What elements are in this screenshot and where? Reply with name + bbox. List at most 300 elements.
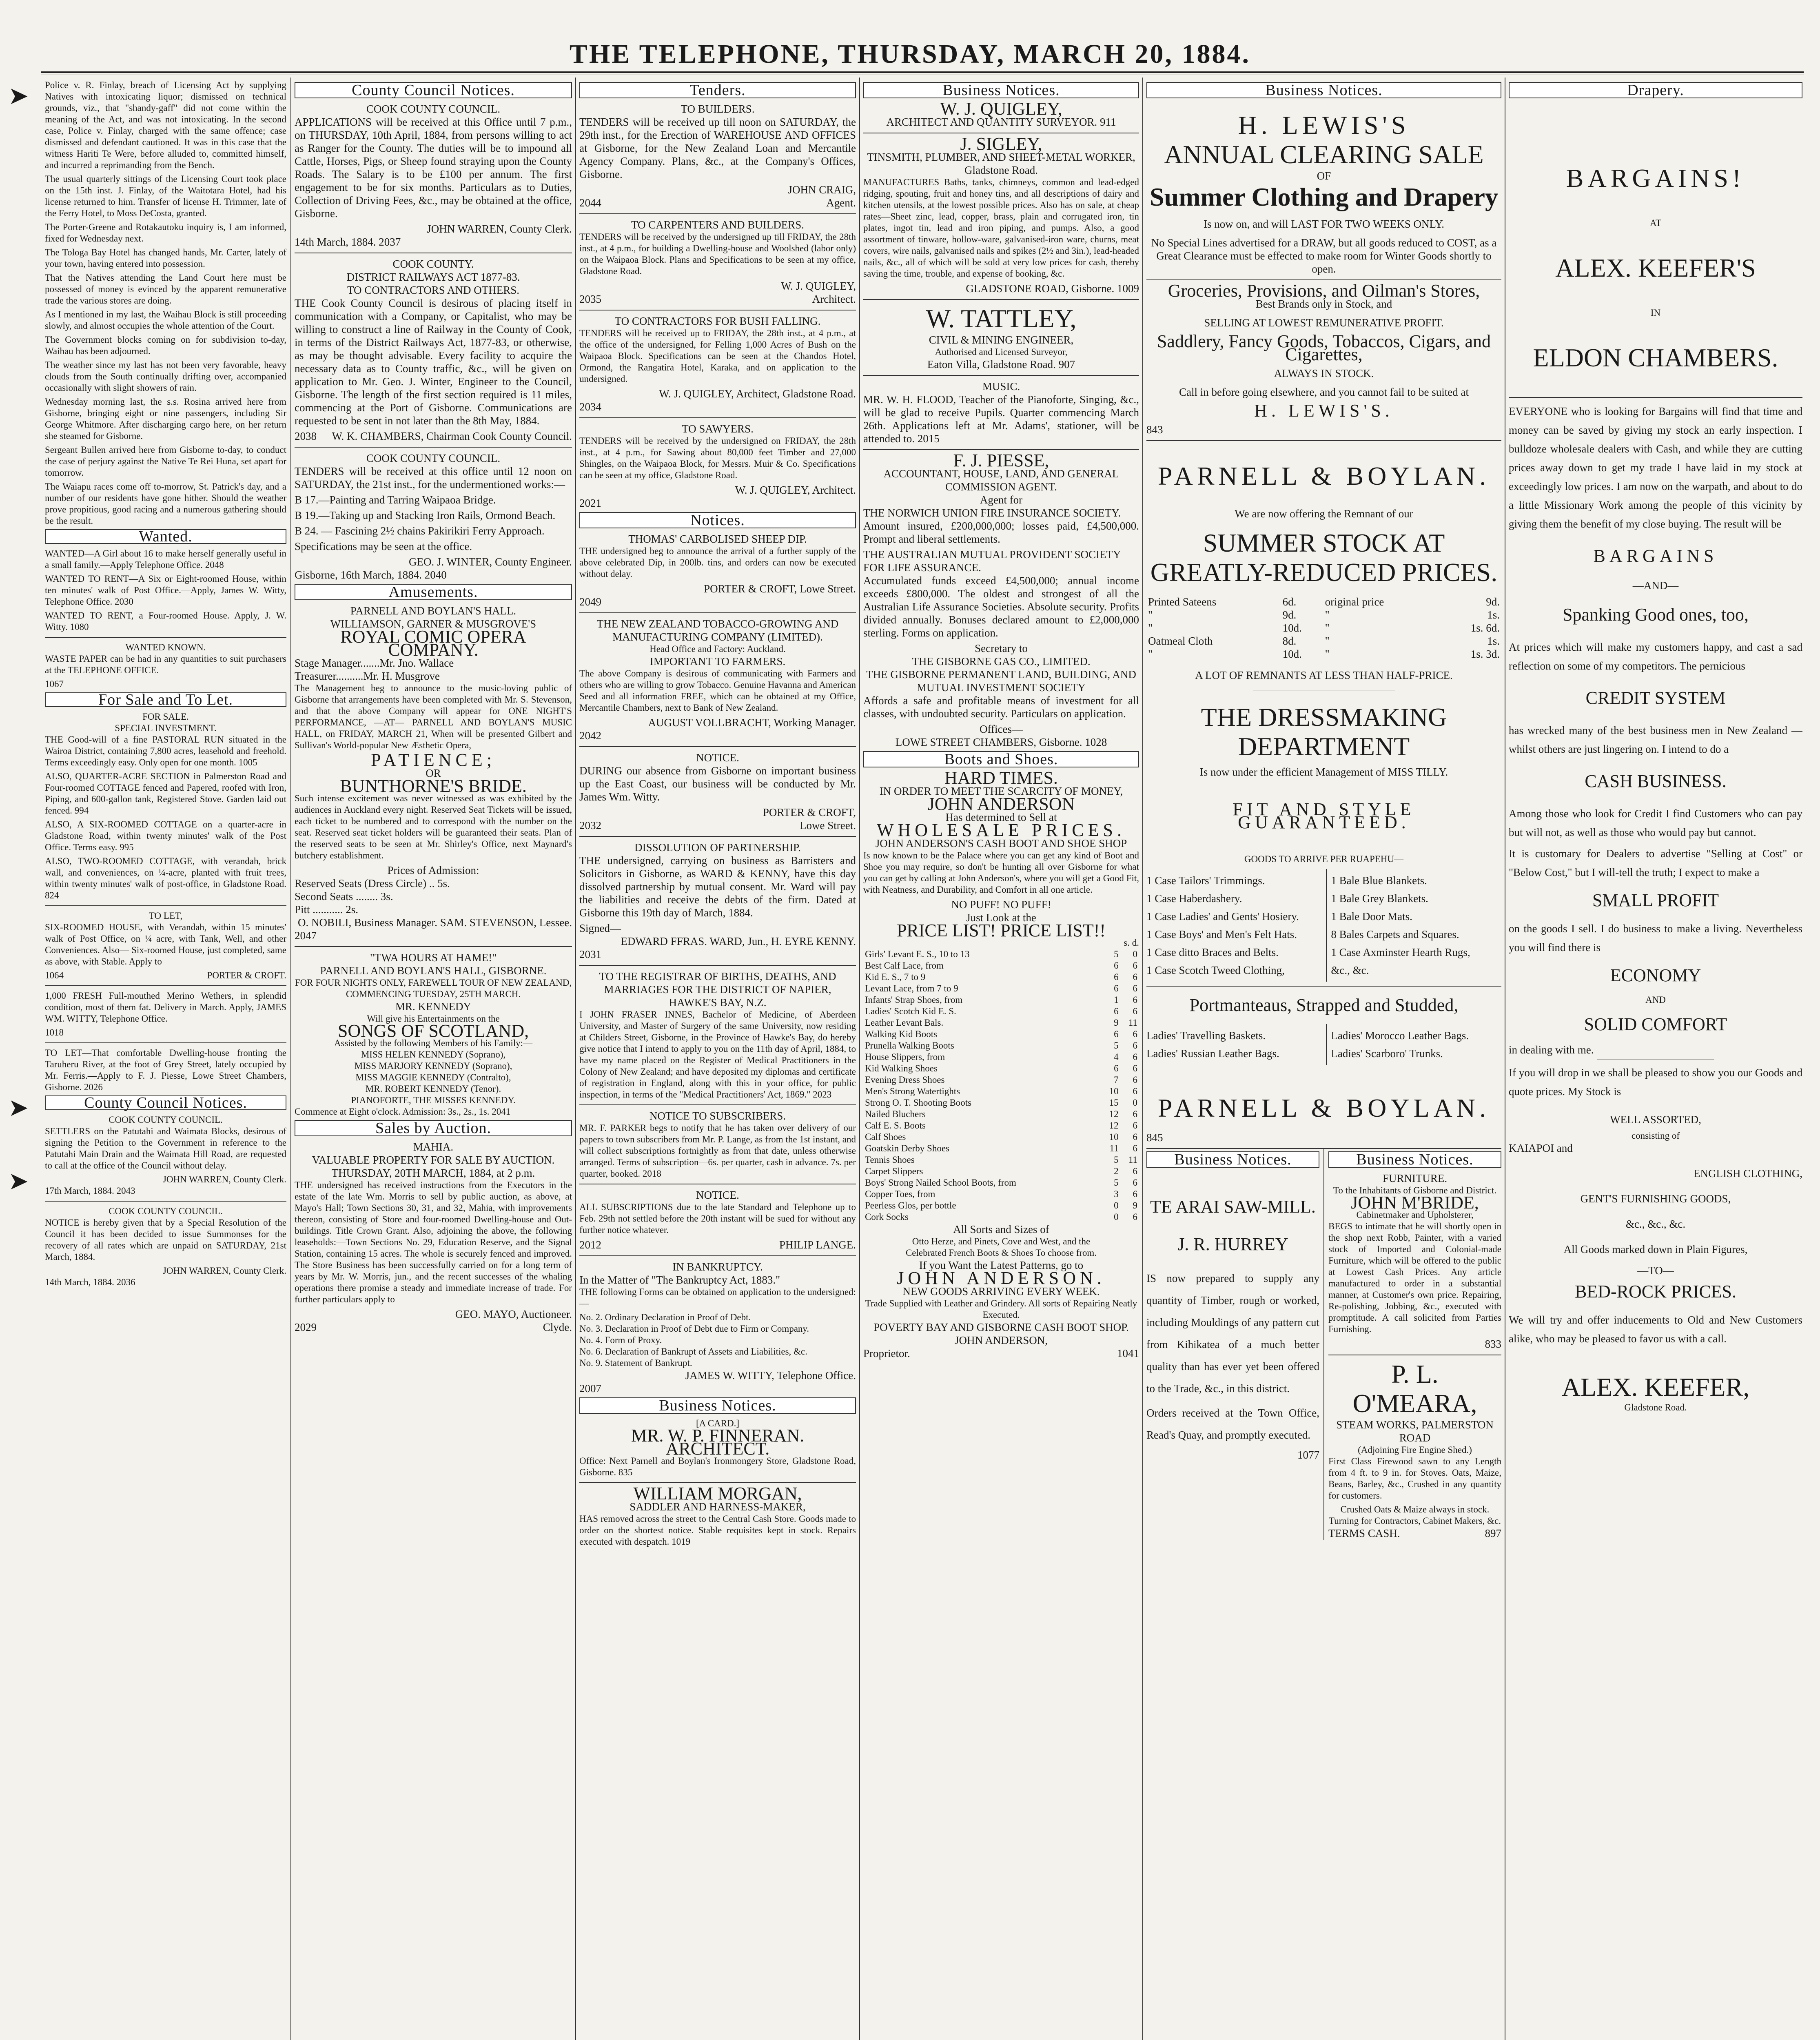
divider [45, 905, 286, 906]
business-line: Crushed Oats & Maize always in stock. [1340, 1504, 1490, 1514]
tender-foot [579, 196, 856, 209]
notice-heading: COOK COUNTY COUNCIL. [109, 1206, 223, 1216]
auction-foot [295, 1321, 572, 1334]
store-line: Saddlery, Fancy Goods, Tobaccos, Cigars, and Cigarettes, [1157, 331, 1491, 364]
price-item: House Slippers, from [865, 1052, 945, 1062]
waste-paper-ad: WASTE PAPER can be had in any quantities to suit purchasers at the TELEPHONE OFFICE. [45, 654, 286, 675]
notice-heading: COOK COUNTY COUNCIL. [366, 452, 501, 464]
price-row [863, 971, 1139, 983]
goods-item: 1 Bale Grey Blankets. [1331, 892, 1428, 905]
drapery-text: We will try and offer inducements to Old and New Customers alike, who may be pleased to favor us with a call. [1509, 1314, 1802, 1345]
column-2 [295, 80, 572, 2040]
section-header-notices: Notices. [579, 512, 856, 528]
price-pence: 6 [1133, 1132, 1137, 1142]
price-row [863, 1189, 1139, 1200]
ad-number: 897 [1485, 1527, 1501, 1539]
goods-item: 1 Bale Blue Blankets. [1331, 874, 1427, 887]
sawmill-notice [1146, 1149, 1324, 1540]
business-name: W. J. QUIGLEY, [940, 99, 1062, 119]
keefer-name: ALEX. KEEFER, [1561, 1373, 1750, 1401]
notice-sign-row [295, 430, 572, 443]
price-shillings: 0 [1114, 1212, 1119, 1222]
divider [863, 299, 1139, 300]
secretary-to: Secretary to [975, 642, 1028, 654]
price-list-title: PRICE LIST! PRICE LIST!! [896, 920, 1106, 940]
stock-item: Printed Sateens [1148, 596, 1217, 608]
price-shillings: 5 [1114, 1040, 1119, 1051]
price-row [863, 1120, 1139, 1131]
margin-arrow-icon: ➤ [8, 82, 29, 109]
furniture-notice [1324, 1149, 1501, 1540]
sale-item: ALSO, QUARTER-ACRE SECTION in Palmerston Road and Four-roomed COTTAGE fenced and Papered, roofed with Iron, Piping, and 600-gallon tank, Registered Stove. Garden laid out fenced. 994 [45, 771, 286, 816]
store-line: ALWAYS IN STOCK. [1274, 367, 1374, 379]
price-shillings: 2 [1114, 1166, 1119, 1176]
bag-item: Ladies' Morocco Leather Bags. [1331, 1029, 1469, 1042]
price-row [863, 1109, 1139, 1120]
agency-name: THE GISBORNE GAS CO., LIMITED. [912, 655, 1091, 667]
stock-headline: SUMMER STOCK AT GREATLY-REDUCED PRICES. [1150, 528, 1498, 587]
divider [45, 985, 286, 986]
price-pence: 6 [1133, 1006, 1137, 1016]
agency-name: THE NORWICH UNION FIRE INSURANCE SOCIETY. [863, 507, 1121, 519]
terms-cash: TERMS CASH. [1328, 1527, 1400, 1539]
treasurer: Treasurer..........Mr. H. Musgrove [295, 670, 440, 682]
business-name: W. TATTLEY, [926, 304, 1077, 333]
notice-signature: PHILIP LANGE. [779, 1239, 856, 1251]
agency-text: Amount insured, £200,000,000; losses paid, £4,500,000. Prompt and liberal settlements. [863, 520, 1139, 545]
business-trade: CIVIL & MINING ENGINEER, [929, 334, 1074, 346]
business-foot [1328, 1527, 1501, 1540]
price-shillings: 3 [1114, 1189, 1119, 1199]
margin-arrow-icon: ➤ [8, 1168, 29, 1195]
notice-text: SETTLERS on the Patutahi and Waimata Blocks, desirous of signing the Petition to the Government in reference to the Patutahi Main Drain and the Waimata Hill Road, are requested to call at the office of the Council without delay. [45, 1126, 286, 1171]
tender-heading: TO CONTRACTORS FOR BUSH FALLING. [614, 315, 821, 327]
column-5 [1146, 80, 1501, 2040]
venue-name: PARNELL AND BOYLAN'S HALL. [350, 605, 517, 617]
column-rule [1142, 78, 1143, 2040]
price-row [863, 1040, 1139, 1051]
drapery-text: in dealing with me. [1509, 1044, 1594, 1056]
notice-place: Lowe Street. [800, 819, 856, 832]
ad-number: 2032 [579, 819, 601, 832]
solid-comfort: SOLID COMFORT [1584, 1014, 1727, 1034]
business-name: F. J. PIESSE, [953, 450, 1049, 470]
department-title: THE DRESSMAKING DEPARTMENT [1201, 703, 1447, 761]
ad-number: 843 [1146, 424, 1163, 436]
drapery-text: has wrecked many of the best business men in New Zealand — whilst others are just lingering on. I intend to do a [1509, 724, 1802, 755]
goods-list-left [1146, 869, 1317, 982]
spanking-line: Spanking Good ones, too, [1563, 605, 1749, 625]
notice-heading: THE NEW ZEALAND TOBACCO-GROWING AND MANUFACTURING COMPANY (LIMITED). [596, 618, 839, 643]
ad-number: 845 [1146, 1131, 1163, 1144]
stock-original-label: " [1325, 635, 1330, 647]
news-paragraph: The Tologa Bay Hotel has changed hands, Mr. Carter, lately of your town, having entered into possession. [45, 247, 286, 269]
agency-name: THE AUSTRALIAN MUTUAL PROVIDENT SOCIETY FOR LIFE ASSURANCE. [863, 548, 1121, 574]
notice-text: APPLICATIONS will be received at this Office until 7 p.m., on THURSDAY, 10th April, 1884, from persons willing to act as Ranger for the County. The duties will be to impound all Cattle, Horses, Pigs, or Sheep found straying upon the County Roads. The Salary is to be £100 per annum. The first engagement to be for six months. Particulars as to Duties, Collection of Driving Fees, &c., may be obtained at the office, Gisborne. [295, 116, 572, 220]
stock-item: &c., &c., &c. [1625, 1218, 1686, 1230]
boots-text: All Sorts and Sizes of [953, 1223, 1049, 1235]
price-shillings: 15 [1109, 1098, 1119, 1108]
eldon-chambers: ELDON CHAMBERS. [1533, 343, 1778, 372]
notice-signed: Signed— [579, 922, 621, 934]
drapery-text: At prices which will make my customers happy, and cast a sad reflection on some of my competitors. The pernicious [1509, 641, 1802, 672]
notice-subheading: Head Office and Factory: Auckland. [650, 644, 786, 654]
news-paragraph: The Government blocks coming on for subdivision to-day, Waihau has been adjourned. [45, 335, 286, 356]
price-shillings: 6 [1114, 1006, 1119, 1016]
price-shillings: 6 [1114, 960, 1119, 971]
store-line: Groceries, Provisions, and Oilman's Stores, [1168, 281, 1480, 301]
price-shillings: 6 [1114, 1029, 1119, 1039]
notice-heading: NOTICE. [696, 752, 739, 764]
boots-text: Is now known to be the Palace where you can get any kind of Boot and Shoe you may require, so don't be hunting all over Gisborne for what you can get by calling at John Anderson's, where you will get a Good Fit, with Neatness, and Durability, and Comfort in all one article. [863, 850, 1139, 895]
divider [295, 447, 572, 448]
price-shillings: 10 [1109, 1132, 1119, 1142]
price-item: Peerless Glos, per bottle [865, 1200, 956, 1211]
stock-item: " [1148, 609, 1153, 621]
business-name: JOHN M'BRIDE, [1351, 1193, 1479, 1213]
news-paragraph: Sergeant Bullen arrived here from Gisborne to-day, to conduct the case of perjury against the Native Te Rei Huna, set apart for tomorrow. [45, 445, 286, 478]
show-title: "TWA HOURS AT HAME!" [370, 951, 497, 964]
bargains-at: AT [1649, 218, 1662, 228]
price-shillings: 7 [1114, 1075, 1119, 1085]
notice-text: THE following Forms can be obtained on application to the undersigned:— [579, 1287, 856, 1308]
drapery-text: If you will drop in we shall be pleased to show you our Goods and quote prices. My Stock is [1509, 1067, 1802, 1098]
business-trade: SADDLER AND HARNESS-MAKER, [630, 1501, 806, 1513]
price-shillings: 0 [1114, 1200, 1119, 1211]
price-item: Evening Dress Shoes [865, 1075, 945, 1085]
notice-text: The above Company is desirous of communicating with Farmers and others who are willing to grow Tobacco. Genuine Havanna and American Seed and all information FREE, which can be obtained at my Office, Mercantile Chambers, next to Bank of New Zealand. [579, 668, 856, 713]
amusement-signature: O. NOBILI, Business Manager. SAM. STEVENSON, Lessee. [298, 916, 572, 929]
notice-signature: PORTER & CROFT, Lowe Street. [704, 583, 856, 595]
credit-system: CREDIT SYSTEM [1585, 688, 1726, 708]
store-line: We are now offering the Remnant of our [1235, 508, 1413, 520]
sale-item: ALSO, TWO-ROOMED COTTAGE, with verandah, brick wall, and conveniences, on ¼-acre, planted with fruit trees, within twenty minutes' walk of post-office, in Gladstone Road. 824 [45, 856, 286, 900]
tender-signature: W. J. QUIGLEY, [781, 280, 856, 292]
sale-text: No Special Lines advertised for a DRAW, but all goods reduced to COST, as a Great Clearance must be effected to make room for Winter Goods shortly to open. [1151, 237, 1497, 275]
notice-text: THE undersigned beg to announce the arrival of a further supply of the above celebrated Dip, in 200lb. tins, and orders can now be executed without delay. [579, 546, 856, 579]
or-text: OR [426, 767, 441, 779]
price-shillings: 6 [1114, 983, 1119, 993]
divider [579, 965, 856, 966]
price-pence: 6 [1133, 1109, 1137, 1119]
notice-heading: COOK COUNTY. [392, 258, 474, 270]
fit-guaranteed: FIT AND STYLE GUARANTEED. [1233, 799, 1415, 832]
notice-heading: DISSOLUTION OF PARTNERSHIP. [634, 841, 801, 854]
for-sale-title: FOR SALE. [142, 712, 189, 722]
news-paragraph: The Porter-Greene and Rotakautoku inquiry is, I am informed, fixed for Wednesday next. [45, 222, 286, 244]
boots-text: Has determined to Sell at [945, 811, 1057, 823]
price-row [863, 1177, 1139, 1189]
auction-text: THE undersigned has received instructions from the Executors in the estate of the late Wm. Morris to sell by public auction, as above, at Mayo's Hall; Town Sections 30, 31, and 32, Mahia, with improvements thereon, consisting of Store and four-roomed Dwelling-house and Out-buildings. Title Crown Grant. Also, adjoining the above, the following leaseholds:—Town Sections No. 29, Education Reserve, and the Signal Station, containing 15 acres. The whole is securely fenced and improved. The Store Business has been successfully carried on for a long term of years by Mr. W. Morris, jun., and the recent successes of the whaling operations there promise a steady and immediate increase of trade. For further particulars apply to [295, 1180, 572, 1304]
news-paragraph: The usual quarterly sittings of the Licensing Court took place on the 15th inst. J. Finlay, of the Waitotara Hotel, had his license returned to him. Transfer of license H. Trimmer, late of the Ferry Hotel, to Moss DeCosta, granted. [45, 174, 286, 218]
performer-name: MR. KENNEDY [395, 1000, 471, 1013]
auction-date: THURSDAY, 20TH MARCH, 1884, at 2 p.m. [331, 1167, 535, 1179]
boots-brands: Otto Herze, and Pinets, Cove and West, and the [912, 1236, 1091, 1246]
ad-number: 1041 [1117, 1347, 1139, 1359]
price-pence: 6 [1133, 960, 1137, 971]
goods-columns [1146, 869, 1501, 982]
show-admission: Commence at Eight o'clock. Admission: 3s., 2s., 1s. 2041 [295, 1106, 511, 1117]
ad-number: 1064 [45, 970, 64, 980]
news-paragraph: Wednesday morning last, the s.s. Rosina arrived here from Gisborne, bringing eight or nine passengers, including Sir George Whitmore. After discharging cargo here, on her return she steamed for Gisborne. [45, 397, 286, 441]
prices-heading: Prices of Admission: [387, 864, 479, 876]
notice-signature: AUGUST VOLLBRACHT, Working Manager. [648, 716, 856, 729]
auction-signature: GEO. MAYO, Auctioneer. [455, 1308, 572, 1320]
divider [579, 612, 856, 613]
bag-item: Ladies' Russian Leather Bags. [1146, 1047, 1279, 1060]
remnants-line: A LOT OF REMNANTS AT LESS THAN HALF-PRICE. [1195, 669, 1453, 681]
masthead: THE TELEPHONE, THURSDAY, MARCH 20, 1884. [569, 39, 1251, 69]
agency-text: Accumulated funds exceed £4,500,000; annual income exceeds £800,000. The oldest and strongest of all the Australian Life Assurance Societies. Absolute security. Profits divided annually. Bonuses declared amount to £2,000,000 sterling. Forms on application. [863, 574, 1139, 639]
stock-original-label: original price [1325, 596, 1384, 608]
stock-original-price: 1s. 3d. [1470, 648, 1500, 660]
ad-number: 2029 [295, 1321, 317, 1333]
ad-number: 1077 [1297, 1449, 1319, 1461]
divider [295, 946, 572, 947]
price-row [863, 994, 1139, 1006]
agent-for: Agent for [980, 494, 1023, 506]
price-item: Boys' Strong Nailed School Boots, from [865, 1177, 1016, 1188]
price-pence: 6 [1133, 1040, 1137, 1051]
sawmill-orders: Orders received at the Town Office, Read's Quay, and promptly executed. [1146, 1407, 1319, 1441]
price-row [863, 1211, 1139, 1223]
price-line: Pitt ........... 2s. [295, 903, 359, 916]
section-header-tenders: Tenders. [579, 82, 856, 98]
split-notices [1146, 1148, 1501, 1540]
tender-signature: JOHN CRAIG, [788, 184, 856, 196]
price-item: Carpet Slippers [865, 1166, 923, 1176]
price-pence: 11 [1128, 1018, 1137, 1028]
notice-heading: TO THE REGISTRAR OF BIRTHS, DEATHS, AND MARRIAGES FOR THE DISTRICT OF NAPIER, HAWKE'S BAY, N.Z. [599, 970, 836, 1009]
sale-item: ALSO, A SIX-ROOMED COTTAGE on a quarter-acre in Gladstone Road, within twenty minutes' walk of the Post Office. Terms easy. 995 [45, 819, 286, 852]
notice-foot [579, 819, 856, 832]
boots-proprietor: JOHN ANDERSON [927, 794, 1075, 814]
family-member: MISS HELEN KENNEDY (Soprano), [361, 1049, 506, 1060]
tender-role: Agent. [826, 197, 856, 209]
column-3 [579, 80, 856, 2040]
section-header-boots: Boots and Shoes. [863, 751, 1139, 767]
notice-date: 14th March, 1884. 2036 [45, 1277, 135, 1287]
bargains-in: IN [1650, 308, 1661, 318]
wanted-ad: WANTED TO RENT, a Four-roomed House. Apply, J. W. Witty. 1080 [45, 610, 286, 632]
goods-item: 8 Bales Carpets and Squares. [1331, 928, 1459, 940]
bags-list-right [1326, 1024, 1501, 1065]
notice-text: THE Cook County Council is desirous of placing itself in communication with a Company, or Capitalist, who may be willing to construct a line of Railway in the County of Cook, in terms of the District Railways Act, 1877-83, or otherwise, as may be thought advisable. Every facility to acquire the necessary data as to County traffic, &c., will be given on application to Mr. Geo. J. Winter, Engineer to the Council, Gisborne. The length of the first section required is 11 miles, commencing at the Port of Gisborne. Communications are requested to be sent in not later than the 8th May, 1884. [295, 297, 572, 427]
price-shillings: 12 [1109, 1109, 1119, 1119]
tender-text: TENDERS will be received up till noon on SATURDAY, the 29th inst., for the Erection of WAREHOUSE AND OFFICES at Gisborne, for the New Zealand Loan and Mercantile Agency Company. Plans, &c., at the Company's Offices, Gisborne. [579, 116, 856, 180]
goods-item: 1 Bale Door Mats. [1331, 910, 1412, 922]
sale-duration: Is now on, and will LAST FOR TWO WEEKS ONLY. [1203, 218, 1445, 230]
stock-table [1146, 595, 1501, 661]
notice-heading: THOMAS' CARBOLISED SHEEP DIP. [628, 533, 807, 545]
bag-item: Ladies' Scarboro' Trunks. [1331, 1047, 1443, 1060]
ad-number: 1018 [45, 1027, 64, 1038]
business-address: Eaton Villa, Gladstone Road. 907 [927, 358, 1075, 370]
stock-original-label: " [1325, 609, 1330, 621]
divider [579, 1255, 856, 1256]
business-address: Gladstone Road. [964, 164, 1038, 176]
divider [579, 836, 856, 837]
price-pence: 6 [1133, 972, 1137, 982]
price-pence: 6 [1133, 995, 1137, 1005]
price-shillings: 5 [1114, 949, 1119, 959]
family-member: MISS MARJORY KENNEDY (Soprano), [354, 1061, 512, 1071]
price-shillings: 10 [1109, 1086, 1119, 1096]
stock-original-price: 1s. [1487, 635, 1500, 647]
marked-down: All Goods marked down in Plain Figures, [1563, 1243, 1748, 1255]
divider [863, 375, 1139, 376]
family-member: MR. ROBERT KENNEDY (Tenor). [365, 1084, 501, 1094]
bankruptcy-form: No. 2. Ordinary Declaration in Proof of Debt. [579, 1312, 751, 1322]
boots-new-goods: NEW GOODS ARRIVING EVERY WEEK. [902, 1285, 1100, 1297]
notice-subheading: DISTRICT RAILWAYS ACT 1877-83. [346, 271, 520, 283]
divider [45, 637, 286, 638]
price-item: Calf E. S. Boots [865, 1120, 926, 1131]
stage-manager: Stage Manager.......Mr. Jno. Wallace [295, 657, 454, 669]
masthead-rule [41, 71, 1804, 73]
bankruptcy-form: No. 3. Declaration in Proof of Debt due to Firm or Company. [579, 1324, 809, 1334]
to-let-sign-row [45, 970, 286, 981]
price-pence: 9 [1133, 1200, 1137, 1211]
business-foot: GLADSTONE ROAD, Gisborne. 1009 [966, 282, 1139, 295]
business-trade: STEAM WORKS, PALMERSTON ROAD [1336, 1419, 1494, 1444]
ad-number: 2021 [579, 497, 601, 509]
price-row [863, 1143, 1139, 1154]
business-trade: ACCOUNTANT, HOUSE, LAND, AND GENERAL COMMISSION AGENT. [883, 468, 1119, 493]
price-item: Levant Lace, from 7 to 9 [865, 983, 958, 993]
news-paragraph: That the Natives attending the Land Court here must be possessed of money is evinced by the apparent remunerative trade the various stores are doing. [45, 273, 286, 306]
price-row [863, 1131, 1139, 1143]
ad-number: 833 [1485, 1338, 1501, 1350]
price-line: Second Seats ........ 3s. [295, 890, 393, 902]
special-investment-title: SPECIAL INVESTMENT. [115, 723, 217, 733]
price-row [863, 1051, 1139, 1063]
tender-heading: TO CARPENTERS AND BUILDERS. [631, 219, 805, 231]
ad-number: 2044 [579, 197, 601, 209]
ad-number: 2031 [579, 948, 601, 960]
news-items [45, 80, 286, 527]
agency-name: THE GISBORNE PERMANENT LAND, BUILDING, AND MUTUAL INVESTMENT SOCIETY [866, 668, 1136, 694]
bag-item: Ladies' Travelling Baskets. [1146, 1029, 1266, 1042]
proprietor-role: Proprietor. [863, 1347, 910, 1359]
ad-number: 1067 [45, 679, 64, 689]
stock-item: GENT'S FURNISHING GOODS, [1580, 1193, 1731, 1205]
notice-subheading: TO CONTRACTORS AND OTHERS. [347, 284, 520, 296]
divider [579, 417, 856, 418]
store-line: Call in before going elsewhere, and you cannot fail to be suited at [1179, 386, 1469, 398]
price-row [863, 1200, 1139, 1211]
news-paragraph: The Waiapu races come off to-morrow, St. Patrick's day, and a number of our residents have gone hither. Should the weather prove propitious, good racing and a numerous gathering should be the result. [45, 481, 286, 526]
notice-text: Specifications may be seen at the office. [295, 540, 472, 552]
price-row [863, 1006, 1139, 1017]
portmanteaus-heading: Portmanteaus, Strapped and Studded, [1189, 995, 1459, 1015]
boots-wholesale: WHOLESALE PRICES. [877, 820, 1126, 840]
stock-item: KAIAPOI and [1509, 1142, 1573, 1154]
tender-signature: W. J. QUIGLEY, Architect, Gladstone Road. [659, 388, 856, 400]
drapery-text: It is customary for Dealers to advertise "Selling at Cost" or "Below Cost," but I will-tell the truth; I expect to make a [1509, 847, 1802, 878]
section-header-business: Business Notices. [1328, 1151, 1501, 1168]
economy: ECONOMY [1610, 965, 1701, 985]
notice-signature: PORTER & CROFT, [763, 806, 856, 818]
store-name: PARNELL & BOYLAN. [1157, 1093, 1490, 1122]
business-trade: TINSMITH, PLUMBER, AND SHEET-METAL WORKER, [867, 151, 1135, 163]
amusement-text: The Management beg to announce to the music-loving public of Gisborne that arrangements have been completed with Mr. S. Stevenson, and that the above Company will appear for ONE NIGHT'S PERFORMANCE, —AT— PARNELL AND BOYLAN'S MUSIC HALL, on FRIDAY, MARCH 21, When will be presented Gilbert and Sullivan's World-popular New Æsthetic Opera, [295, 683, 572, 750]
notice-date: 17th March, 1884. 2043 [45, 1186, 135, 1196]
notice-heading: COOK COUNTY COUNCIL. [109, 1115, 223, 1125]
business-trade: ARCHITECT AND QUANTITY SURVEYOR. 911 [886, 116, 1116, 128]
price-item: Men's Strong Watertights [865, 1086, 960, 1096]
stock-row [1146, 621, 1501, 634]
notice-heading: FURNITURE. [1382, 1172, 1448, 1184]
amusement-text: Such intense excitement was never witnessed as was exhibited by the audiences in Auckland every night. Reserved Seat Tickets will be issued, each ticket to be numbered and to correspond with the number on the seat. Reserved seat ticket holders will be guaranteed their seats. Plan of the reserved seats to be seen at Mr. Shirley's Office, next Maynard's butchery establishment. [295, 793, 572, 860]
price-table [863, 949, 1139, 1223]
price-row [863, 1074, 1139, 1086]
sale-headline: ANNUAL CLEARING SALE [1164, 140, 1484, 169]
divider [1146, 279, 1501, 280]
divider [579, 213, 856, 214]
auction-heading: VALUABLE PROPERTY FOR SALE BY AUCTION. [312, 1154, 555, 1166]
small-profit: SMALL PROFIT [1592, 890, 1719, 910]
price-pence: 0 [1133, 1098, 1137, 1108]
keefer-name: ALEX. KEEFER'S [1555, 253, 1756, 282]
stock-price: 10d. [1282, 648, 1302, 660]
family-member: PIANOFORTE, THE MISSES KENNEDY. [351, 1095, 516, 1105]
boots-text: If you Want the Latest Patterns, go to [919, 1259, 1084, 1271]
divider [579, 746, 856, 747]
stock-original-price: 1s. [1487, 609, 1500, 621]
price-pence: 6 [1133, 1029, 1137, 1039]
notice-date: Gisborne, 16th March, 1884. 2040 [295, 569, 447, 581]
opera-subtitle: BUNTHORNE'S BRIDE. [340, 776, 527, 796]
boots-headline: HARD TIMES. [944, 768, 1058, 788]
company-name: WILLIAMSON, GARNER & MUSGROVE'S [330, 618, 536, 630]
wanted-ad: WANTED—A Girl about 16 to make herself generally useful in a small family.—Apply Telephone Office. 2048 [45, 548, 286, 570]
cash-business: CASH BUSINESS. [1585, 771, 1727, 791]
sale-of: OF [1317, 170, 1331, 182]
notice-text: THE undersigned, carrying on business as Barristers and Solicitors in Gisborne, as WARD & KENNY, have this day dissolved partnership by mutual consent. Mr. Ward will pay the liabilities and receive the debts of the firm. Dated at Gisborne this 19th day of March, 1884. [579, 854, 856, 919]
business-text: HAS removed across the street to the Central Cash Store. Goods made to order on the shortest notice. Stable requisites kept in stock. Repairs executed with despatch. 1019 [579, 1514, 856, 1547]
sawmill-owner: J. R. HURREY [1177, 1234, 1288, 1254]
divider [1146, 986, 1501, 987]
price-row [863, 960, 1139, 971]
goods-item: 1 Case Boys' and Men's Felt Hats. [1146, 928, 1297, 940]
price-item: Calf Shoes [865, 1132, 906, 1142]
and-divider: —AND— [1632, 579, 1679, 592]
price-item: Infants' Strap Shoes, from [865, 995, 963, 1005]
price-item: Goatskin Derby Shoes [865, 1143, 949, 1153]
boots-foot [863, 1347, 1139, 1360]
section-header-business: Business Notices. [1146, 1151, 1319, 1168]
bags-list-left [1146, 1024, 1317, 1065]
tender-heading: TO BUILDERS. [681, 103, 755, 115]
price-pence: 6 [1133, 1143, 1137, 1153]
works-item: B 17.—Painting and Tarring Waipaoa Bridge. [295, 494, 496, 506]
business-name: MR. W. P. FINNERAN. ARCHITECT. [631, 1426, 805, 1459]
business-text: First Class Firewood sawn to any Length from 4 ft. to 9 in. for Stoves. Oats, Maize, Beans, Barley, &c., Crushed in any quantity for customers. [1328, 1456, 1501, 1501]
boots-text: Just Look at the [966, 911, 1036, 924]
stock-item: ENGLISH CLOTHING, [1694, 1167, 1802, 1180]
section-header-drapery: Drapery. [1509, 82, 1802, 98]
price-row [863, 1029, 1139, 1040]
offices-address: LOWE STREET CHAMBERS, Gisborne. 1028 [895, 736, 1107, 748]
stock-item: Oatmeal Cloth [1148, 635, 1213, 647]
notice-heading: NOTICE TO SUBSCRIBERS. [649, 1110, 786, 1122]
tender-foot [579, 293, 856, 306]
price-item: Copper Toes, from [865, 1189, 935, 1199]
to-let-signature: PORTER & CROFT. [207, 970, 286, 980]
tender-text: TENDERS will be received by the undersigned up till FRIDAY, the 28th inst., at 4 p.m., for building a Dwelling-house and Woolshed (labor only) on the Waipaoa Block. Plans and Specifications to be seen at my office, Gladstone Road. [579, 232, 856, 276]
column-rule [575, 78, 576, 2040]
